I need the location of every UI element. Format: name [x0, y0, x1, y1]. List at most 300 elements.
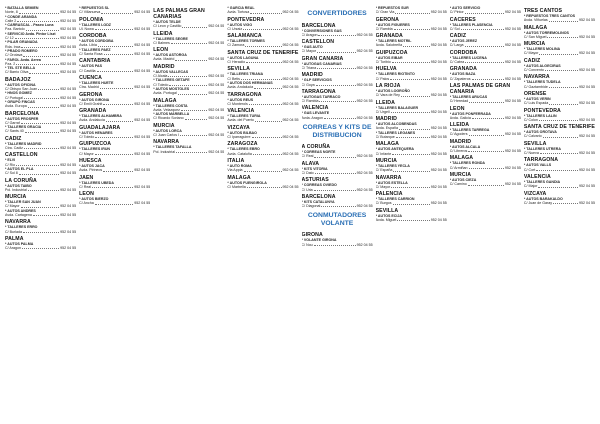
- entry-name: * AUTOS ALCALA: [449, 144, 481, 149]
- entry-name: * CONDE ARANDA: [5, 14, 37, 19]
- region-heading: LLEIDA: [375, 99, 395, 106]
- region-heading: GRANADA: [375, 33, 403, 40]
- dot-leader: [539, 51, 578, 54]
- entry-name: * REPUESTOS SUR: [375, 6, 409, 10]
- entry-address: C/ Libreros: [449, 149, 468, 154]
- entry-phone: 952 04 55: [430, 168, 447, 173]
- entry-phone: 952 04 55: [208, 107, 225, 112]
- dot-leader: [97, 69, 134, 72]
- entry-phone: 952 04 55: [208, 116, 225, 121]
- dot-leader: [395, 10, 429, 13]
- dot-leader: [540, 151, 578, 154]
- dot-leader: [178, 91, 208, 94]
- directory-column: [79, 6, 150, 418]
- entry-line: [524, 18, 595, 22]
- directory-entry: [376, 164, 447, 173]
- entry-phone: 952 04 55: [60, 129, 77, 134]
- entry-line: [5, 146, 76, 150]
- entry-name: * AUTOS VERIN: [523, 96, 551, 101]
- entry-address: C/ Emili Grahit: [79, 101, 103, 106]
- entry-name: * TEL STE BELLA: [5, 66, 36, 71]
- entry-phone: 952 04 55: [282, 101, 299, 106]
- directory-entry: [524, 114, 595, 123]
- entry-name: * TALLERES GANDIA: [523, 179, 561, 184]
- entry-address: Norte, 8: [5, 10, 18, 15]
- entry-address: C/ Gran Via: [375, 10, 395, 15]
- entry-name: * AUTOS TELDE: [153, 20, 181, 24]
- entry-line: [79, 27, 150, 31]
- entry-line: [376, 168, 447, 172]
- entry-address: C/ Burgos: [375, 201, 392, 206]
- dot-leader: [175, 57, 207, 60]
- entry-name: * GRUPO FINCAS: [5, 99, 35, 104]
- entry-address: C/ Sol 8: [5, 171, 18, 176]
- entry-name: * AUTOS LORCA: [153, 128, 182, 133]
- entry-line: [376, 60, 447, 64]
- entry-name: * AUTOS PALMA: [5, 241, 34, 246]
- entry-line: [524, 51, 595, 55]
- entry-phone: 952 04 55: [504, 182, 521, 187]
- dot-leader: [318, 33, 355, 36]
- entry-line: [79, 185, 150, 189]
- entry-phone: 952 04 55: [356, 32, 373, 37]
- directory-entry: [302, 29, 373, 38]
- entry-phone: 952 04 55: [579, 34, 595, 39]
- entry-line: [153, 116, 224, 120]
- entry-line: [79, 10, 150, 14]
- directory-entry: [376, 197, 447, 206]
- entry-name: * AUTOS GIRONA: [79, 97, 110, 102]
- entry-phone: 952 04 55: [134, 52, 151, 57]
- entry-address: C/ Juan Carlos I: [153, 133, 180, 138]
- directory-entry: [5, 100, 76, 109]
- entry-line: [376, 10, 447, 14]
- entry-line: [524, 68, 595, 72]
- entry-address: C/ Mayor: [5, 204, 20, 209]
- entry-address: Avda. Andalucia: [227, 85, 254, 90]
- entry-line: [227, 152, 298, 156]
- dot-leader: [396, 135, 430, 138]
- entry-line: [450, 60, 521, 64]
- entry-name: * AUTOS CORDOBA: [79, 39, 114, 44]
- dot-leader: [393, 168, 429, 171]
- entry-address: Avda. Aragon: [301, 115, 324, 120]
- region-heading: MADRID: [301, 72, 323, 79]
- entry-name: * AUTOS HENARES: [79, 130, 113, 135]
- directory-entry: [153, 53, 224, 62]
- directory-entry: [79, 39, 150, 48]
- entry-address: C/ Santa Rosa: [79, 52, 103, 57]
- region-heading: SANTA CRUZ DE TENERIFE: [523, 124, 595, 131]
- entry-phone: 952 04 55: [356, 170, 373, 175]
- entry-name: * VOLANTE GIRONA: [301, 238, 337, 243]
- entry-address: Rda. Inca: [5, 44, 21, 49]
- entry-address: Avda. Portugal: [153, 91, 177, 96]
- entry-line: [524, 201, 595, 205]
- dot-leader: [468, 182, 504, 185]
- region-heading: PALENCIA: [375, 191, 403, 198]
- entry-phone: 952 04 55: [60, 204, 77, 209]
- directory-entry: [227, 39, 298, 48]
- entry-name: * AUTOS FUENGIROLA: [227, 180, 267, 185]
- entry-name: * TALLERES CARRION: [375, 197, 415, 202]
- region-heading: LAS PALMAS GRAN CANARIAS: [153, 8, 205, 20]
- directory-entry: [227, 147, 298, 156]
- directory-entry: [5, 32, 76, 41]
- entry-name: * AUTOS PAS: [79, 64, 103, 69]
- entry-phone: 952 04 55: [430, 60, 447, 65]
- entry-phone: 952 04 55: [504, 165, 521, 170]
- entry-phone: 952 04 55: [208, 40, 225, 45]
- region-heading: LEON: [153, 47, 169, 54]
- directory-column: [153, 6, 224, 418]
- entry-phone: 952 04 55: [60, 44, 77, 49]
- directory-entry: [450, 6, 521, 15]
- entry-name: * AUTOS VALLECAS: [153, 69, 189, 74]
- entry-name: * TALLERES LALIN: [523, 113, 557, 118]
- region-heading: TRES CANTOS: [523, 8, 563, 14]
- directory-column: [5, 6, 76, 418]
- region-heading: SEVILLA: [523, 140, 547, 147]
- region-heading: BARCELONA: [301, 193, 336, 200]
- entry-address: C/ Pintor: [449, 10, 464, 15]
- dot-leader: [547, 35, 578, 38]
- region-heading: TARRAGONA: [227, 91, 262, 98]
- entry-address: C/ Sol: [449, 26, 460, 31]
- dot-leader: [182, 24, 207, 27]
- entry-address: C/ Cabra: [449, 60, 465, 65]
- entry-phone: 952 04 55: [208, 91, 225, 96]
- dot-leader: [391, 110, 430, 113]
- entry-address: Avda. Galicia: [449, 115, 471, 120]
- dot-leader: [38, 87, 59, 90]
- entry-address: C/ Mayor: [375, 184, 391, 189]
- directory-entry: [302, 45, 373, 54]
- entry-line: [376, 152, 447, 156]
- dot-leader: [103, 168, 133, 171]
- directory-entry: [450, 72, 521, 81]
- dot-leader: [245, 43, 281, 46]
- entry-phone: 952 04 55: [282, 151, 299, 156]
- region-heading: GRAN CANARIA: [301, 55, 344, 62]
- entry-phone: 952 04 55: [60, 162, 77, 167]
- entry-line: [227, 102, 298, 106]
- entry-line: [5, 230, 76, 234]
- entry-line: [153, 150, 224, 154]
- entry-name: * HNOS GOMEZ: [5, 91, 32, 96]
- entry-name: * AUTOS JEREZ: [449, 39, 478, 44]
- entry-phone: 952 04 55: [430, 93, 447, 98]
- entry-name: * SERVICIO Avda. Pintor Liszt: [5, 31, 56, 36]
- entry-address: Ctra. Madrid: [79, 85, 99, 90]
- entry-name: * TALLERES TAFALLA: [153, 145, 192, 150]
- region-heading: CORDOBA: [79, 33, 107, 40]
- entry-name: * AUTOS TAIBO: [5, 183, 32, 188]
- entry-line: [376, 218, 447, 222]
- entry-address: C/ Diagonal: [301, 204, 321, 209]
- entry-address: C/ Balmes: [153, 40, 170, 45]
- entry-line: [153, 91, 224, 95]
- entry-line: [524, 118, 595, 122]
- entry-phone: 952 04 55: [356, 115, 373, 120]
- dot-leader: [538, 184, 578, 187]
- entry-phone: 952 04 55: [430, 218, 447, 223]
- entry-address: Calle 2: [5, 18, 17, 23]
- dot-leader: [15, 36, 60, 39]
- entry-line: [302, 33, 373, 37]
- entry-line: [450, 166, 521, 170]
- entry-phone: 952 04 55: [579, 167, 595, 172]
- entry-name: * TALLERES ERRO: [5, 225, 38, 230]
- dot-leader: [393, 201, 430, 204]
- entry-address: C/ Butarque: [375, 135, 395, 140]
- entry-name: * TALLERES BALAGUER: [375, 105, 419, 110]
- directory-entry: [302, 62, 373, 71]
- entry-phone: 952 04 55: [504, 10, 521, 15]
- region-heading: CORDOBA: [449, 49, 478, 56]
- directory-entry: [5, 158, 76, 167]
- entry-address: C/ Major: [523, 184, 538, 189]
- entry-name: * AUTOS ALGECIRAS: [523, 63, 561, 68]
- entry-line: [376, 93, 447, 97]
- entry-name: * TALLERES TARREGA: [449, 128, 490, 133]
- entry-name: * AUTOS FIGUERES: [375, 22, 410, 27]
- directory-entry: [5, 125, 76, 134]
- entry-phone: 952 04 55: [208, 74, 225, 79]
- entry-name: * AUTO ROMA: [227, 163, 252, 168]
- dot-leader: [24, 146, 59, 149]
- region-heading: VALENCIA: [227, 108, 255, 115]
- entry-address: C/ Nueva: [523, 151, 539, 156]
- entry-phone: 952 04 55: [134, 118, 151, 123]
- entry-name: * AUTOGAS CANARIAS: [301, 61, 342, 66]
- entry-phone: 952 04 55: [60, 36, 77, 41]
- entry-address: C/ Gaztambide: [523, 84, 548, 89]
- region-heading: VALENCIA: [301, 105, 329, 112]
- entry-name: * TALLERES GETAFE: [153, 78, 190, 83]
- dot-leader: [549, 101, 578, 104]
- entry-name: * AUTOS REUS: [227, 97, 254, 102]
- dot-leader: [25, 129, 59, 132]
- entry-line: [450, 77, 521, 81]
- dot-leader: [24, 96, 59, 99]
- directory-entry: [376, 147, 447, 156]
- entry-name: * AUTOS ALCOBENDAS: [375, 122, 417, 127]
- entry-name: * AUTOS BIERZO: [79, 197, 109, 202]
- dot-leader: [324, 116, 356, 119]
- region-heading: MADRID: [153, 63, 175, 70]
- entry-phone: 952 04 55: [579, 101, 595, 106]
- region-heading: GUADALAJARA: [79, 124, 121, 131]
- region-heading: CASTELLON: [301, 39, 335, 46]
- entry-address: C/ Leon y Castillo: [153, 24, 182, 29]
- region-heading: LEON: [79, 191, 94, 198]
- entry-name: * KITS CATALUNYA: [301, 199, 335, 204]
- directory-entry: [227, 164, 298, 173]
- entry-address: C/ Palos: [375, 76, 390, 81]
- entry-phone: 952 04 55: [208, 57, 225, 62]
- region-heading: VIZCAYA: [227, 124, 250, 131]
- entry-phone: 952 04 55: [430, 76, 447, 81]
- entry-name: * GARCIA REAL: [227, 6, 255, 10]
- entry-phone: 952 04 55: [60, 104, 77, 109]
- directory-entry: [450, 112, 521, 121]
- entry-line: [302, 116, 373, 120]
- dot-leader: [23, 53, 59, 56]
- entry-name: * GLP SERVICIOS: [301, 78, 332, 83]
- entry-line: [302, 154, 373, 158]
- entry-line: [79, 102, 150, 106]
- dot-leader: [549, 85, 578, 88]
- entry-line: [376, 185, 447, 189]
- entry-line: [302, 171, 373, 175]
- entry-phone: 952 04 55: [60, 146, 77, 151]
- dot-leader: [21, 45, 59, 48]
- entry-line: [524, 134, 595, 138]
- directory-entry: [524, 147, 595, 156]
- entry-line: [5, 188, 76, 192]
- dot-leader: [95, 27, 134, 30]
- entry-name: * AUTOS MARBELLA: [153, 112, 190, 117]
- dot-leader: [472, 116, 504, 119]
- dot-leader: [22, 246, 59, 249]
- dot-leader: [169, 83, 207, 86]
- entry-name: * AUTOS TORREMOLINOS: [523, 30, 569, 35]
- directory-entry: [79, 48, 150, 57]
- entry-phone: 952 04 55: [356, 204, 373, 209]
- dot-leader: [317, 49, 356, 52]
- entry-name: * KITS VITORIA: [301, 166, 328, 171]
- entry-phone: 952 04 55: [430, 43, 447, 48]
- region-heading: CASTELLON: [5, 152, 38, 159]
- entry-line: [5, 171, 76, 175]
- entry-phone: 952 04 55: [134, 168, 151, 173]
- entry-address: C/ Calvario: [523, 134, 542, 139]
- entry-phone: 952 04 55: [579, 200, 595, 205]
- entry-name: * TALLERES UTRERA: [523, 146, 561, 151]
- dot-leader: [104, 52, 134, 55]
- region-heading: MALAGA: [227, 174, 251, 181]
- entry-phone: 952 04 55: [430, 26, 447, 31]
- dot-leader: [241, 77, 282, 80]
- region-heading: MALAGA: [449, 155, 474, 162]
- dot-leader: [250, 10, 281, 13]
- entry-line: [5, 104, 76, 108]
- dot-leader: [252, 135, 282, 138]
- entry-phone: 952 04 55: [356, 49, 373, 54]
- entry-name: * PRADO ROMERO: [5, 48, 38, 53]
- entry-address: C/ Toribio: [375, 60, 391, 65]
- region-heading: GRANADA: [449, 66, 477, 73]
- region-heading: NAVARRA: [523, 74, 550, 81]
- entry-name: * AUTOS LAGUNA: [227, 55, 259, 60]
- entry-name: * AUTOS VIGO: [227, 22, 253, 27]
- entry-phone: 952 04 55: [134, 10, 151, 15]
- entry-name: * TALLERES TURIA: [227, 114, 261, 119]
- region-heading: ASTURIAS: [301, 177, 329, 184]
- dot-leader: [95, 135, 133, 138]
- entry-name: * TALLERES PLASENCIA: [449, 22, 493, 27]
- entry-address: C/ Heredad: [449, 99, 469, 104]
- entry-line: [153, 24, 224, 28]
- region-heading: GUIPUZCOA: [375, 49, 408, 56]
- entry-name: * AUTOS ANTEQUERA: [375, 147, 415, 152]
- entry-line: [79, 201, 150, 205]
- directory-entry: [376, 214, 447, 223]
- dot-leader: [26, 27, 60, 30]
- entry-phone: 952 04 55: [282, 85, 299, 90]
- region-heading: CADIZ: [523, 57, 541, 64]
- entry-name: * TALLERES IRUN: [79, 147, 111, 152]
- entry-name: * AUTOS CIEZA: [449, 177, 477, 182]
- entry-name: * TALLER SAN JUAN: [5, 200, 41, 205]
- entry-line: [302, 66, 373, 70]
- entry-phone: 952 04 55: [208, 149, 225, 154]
- entry-name: * AUTO SERVICIO: [449, 6, 481, 10]
- entry-address: C/ Vara de Rey: [375, 93, 400, 98]
- region-heading: LAS PALMAS DE GRAN CANARIA: [449, 82, 511, 95]
- entry-line: [79, 69, 150, 73]
- entry-line: [79, 52, 150, 56]
- dot-leader: [106, 118, 133, 121]
- directory-entry: [227, 56, 298, 65]
- entry-name: * ELVI: [5, 158, 16, 163]
- entry-address: C/ Toledo: [79, 135, 95, 140]
- entry-phone: 952 04 55: [60, 53, 77, 58]
- directory-entry: [153, 145, 224, 154]
- region-heading: NAVARRA: [375, 174, 402, 181]
- directory-entry: [376, 39, 447, 48]
- directory-entry: [79, 147, 150, 156]
- entry-line: [79, 168, 150, 172]
- directory-entry: [450, 95, 521, 104]
- entry-address: Avda. Andalucia: [79, 118, 105, 123]
- directory-column: [376, 6, 447, 418]
- dot-leader: [171, 41, 208, 44]
- entry-line: [450, 27, 521, 31]
- entry-phone: 952 04 55: [356, 82, 373, 87]
- directory-entry: [5, 6, 76, 15]
- region-heading: BADAJOZ: [5, 76, 31, 83]
- dot-leader: [17, 19, 59, 22]
- entry-line: [376, 27, 447, 31]
- entry-name: * TALLERES SEGRE: [153, 36, 188, 41]
- entry-address: Pol. Industrial: [153, 149, 176, 154]
- dot-leader: [549, 18, 578, 21]
- entry-name: * AUTOS OFICINA: [5, 82, 36, 87]
- region-heading: VALENCIA: [523, 173, 551, 180]
- entry-phone: 952 04 55: [356, 154, 373, 159]
- entry-address: Avda. Madrid: [153, 57, 175, 62]
- entry-name: * AUTOS BILBAO: [227, 130, 257, 135]
- dot-leader: [399, 126, 430, 129]
- dot-leader: [181, 108, 207, 111]
- region-heading: TARRAGONA: [523, 157, 559, 164]
- region-heading: CADIZ: [449, 33, 467, 40]
- entry-line: [376, 110, 447, 114]
- directory-entry: [524, 97, 595, 106]
- entry-name: * TALLERES RIOTINTO: [375, 72, 415, 77]
- dot-leader: [246, 60, 281, 63]
- directory-entry: [450, 39, 521, 48]
- region-heading: MURCIA: [5, 194, 27, 201]
- entry-name: * TALLERES RONDA: [449, 161, 486, 166]
- region-heading: MALAGA: [523, 24, 548, 31]
- entry-address: C/ Uria: [301, 187, 313, 192]
- directory-entry: [450, 128, 521, 137]
- region-heading: MURCIA: [523, 41, 546, 48]
- dot-leader: [469, 166, 504, 169]
